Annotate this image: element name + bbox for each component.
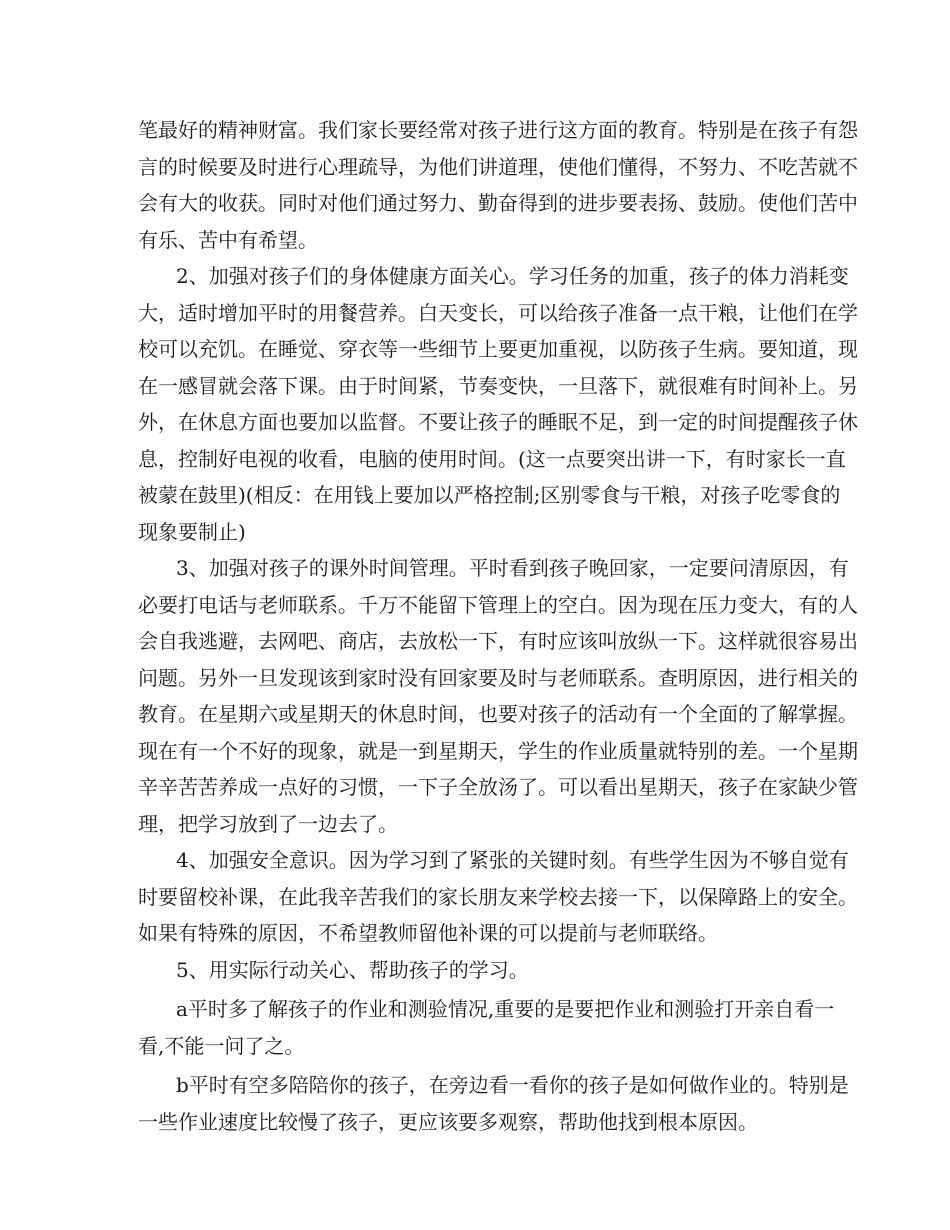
text-line: 外，在休息方面也要加以监督。不要让孩子的睡眠不足，到一定的时间提醒孩子休 [138,410,858,434]
text-line: 会有大的收获。同时对他们通过努力、勤奋得到的进步要表扬、鼓励。使他们苦中 [138,191,858,215]
document-body [138,112,858,1140]
text-line: 一些作业速度比较慢了孩子，更应该要多观察，帮助他找到根本原因。 [138,1109,758,1134]
text-line: 被蒙在鼓里)(相反：在用钱上要加以严格控制;区别零食与干粮，对孩子吃零食的 [138,483,841,507]
text-line: a平时多了解孩子的作业和测验情况,重要的是要把作业和测验打开亲自看一 [176,997,835,1021]
paragraph-point-5-help-study [138,952,818,989]
text-line: 看,不能一问了之。 [138,1033,305,1058]
text-line: 有乐、苦中有希望。 [138,227,318,252]
text-line: 息，控制好电视的收看，电脑的使用时间。(这一点要突出讲一下，有时家长一直 [138,446,846,471]
text-line: 如果有特殊的原因，不希望教师留他补课的可以提前与老师联络。 [138,921,718,945]
text-line: 现象要制止) [138,519,246,544]
text-line: 2、加强对孩子们的身体健康方面关心。学习任务的加重，孩子的体力消耗变 [176,264,849,288]
text-line: 现在有一个不好的现象，就是一到星期天，学生的作业质量就特别的差。一个星期 [138,738,858,763]
text-line: 笔最好的精神财富。我们家长要经常对孩子进行这方面的教育。特别是在孩子有怨 [138,118,858,142]
paragraph-point-5a [138,991,835,1064]
paragraph-point-3-after-school [138,550,858,842]
text-line: 教育。在星期六或星期天的休息时间，也要对孩子的活动有一个全面的了解掌握。 [138,702,858,726]
text-line: 3、加强对孩子的课外时间管理。平时看到孩子晚回家，一定要问清原因，有 [176,556,849,580]
text-line: 大，适时增加平时的用餐营养。白天变长，可以给孩子准备一点干粮，让他们在学 [138,300,858,325]
text-line: 校可以充饥。在睡觉、穿衣等一些细节上要更加重视，以防孩子生病。要知道，现 [138,337,858,361]
text-line: 理，把学习放到了一边去了。 [138,811,398,836]
paragraph-intro-continuation [138,112,858,258]
text-line: 必要打电话与老师联系。千万不能留下管理上的空白。因为现在压力变大，有的人 [138,592,858,617]
text-line: 辛辛苦苦养成一点好的习惯，一下子全放汤了。可以看出星期天，孩子在家缺少管 [138,775,858,799]
text-line: b平时有空多陪陪你的孩子，在旁边看一看你的孩子是如何做作业的。特别是 [176,1073,849,1097]
paragraph-point-2-health [138,258,858,550]
paragraph-point-4-safety [138,842,858,952]
text-line: 问题。另外一旦发现该到家时没有回家要及时与老师联系。查明原因，进行相关的 [138,665,858,690]
text-line: 5、用实际行动关心、帮助孩子的学习。 [176,957,529,982]
text-line: 4、加强安全意识。因为学习到了紧张的关键时刻。有些学生因为不够自觉有 [176,848,849,872]
text-line: 言的时候要及时进行心理疏导，为他们讲道理，使他们懂得，不努力、不吃苦就不 [138,154,858,179]
text-line: 在一感冒就会落下课。由于时间紧，节奏变快，一旦落下，就很难有时间补上。另 [138,373,858,398]
text-line: 会自我逃避，去网吧、商店，去放松一下，有时应该叫放纵一下。这样就很容易出 [138,629,858,653]
text-line: 时要留校补课，在此我辛苦我们的家长朋友来学校去接一下，以保障路上的安全。 [138,884,858,909]
paragraph-point-5b [138,1067,849,1140]
